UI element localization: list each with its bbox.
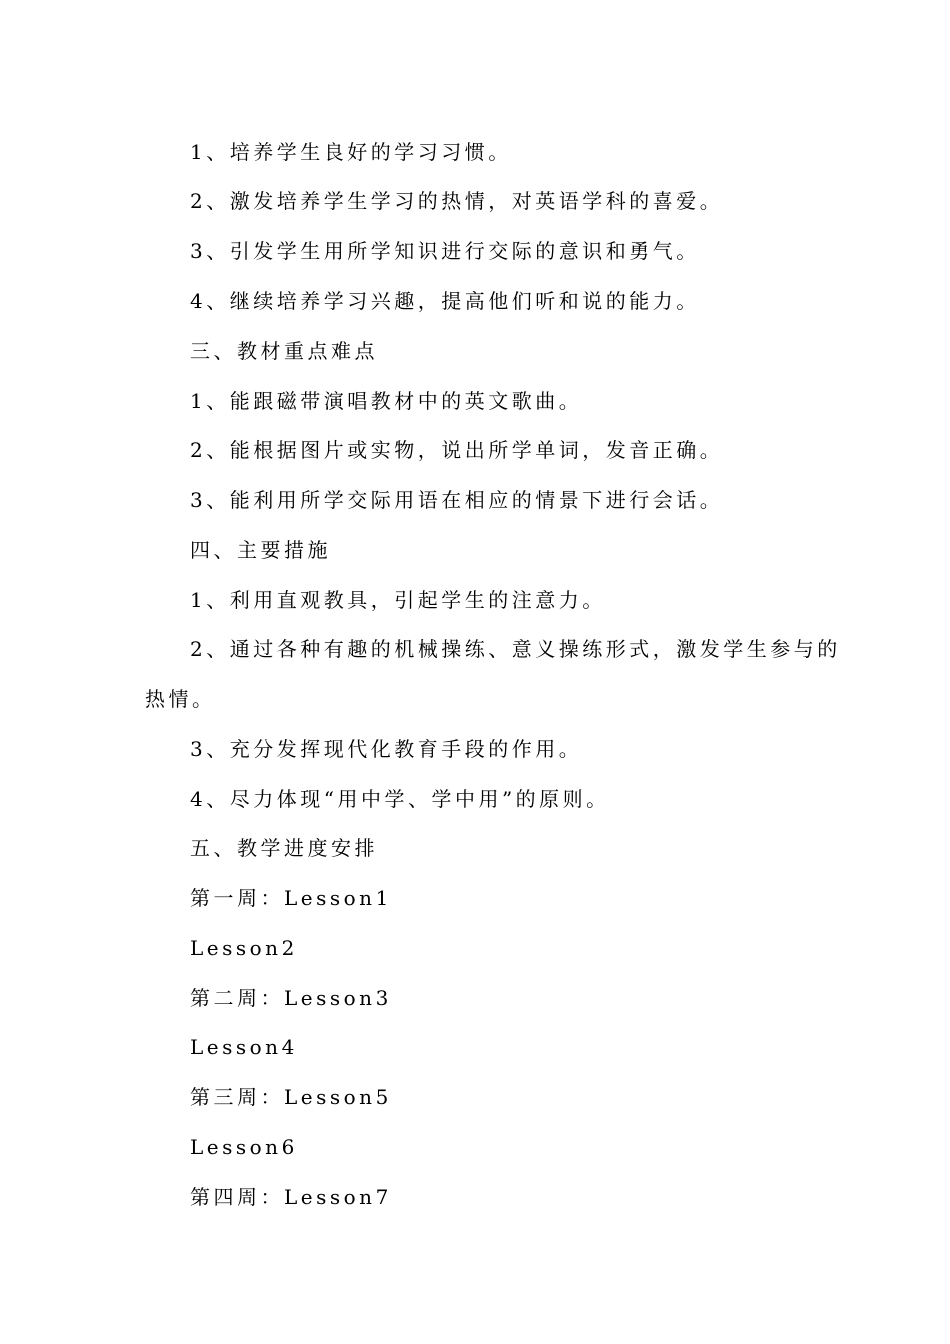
- schedule-week-4: 第四周：Lesson7: [190, 1185, 392, 1209]
- paragraph-measure-2-continuation: 热情。: [145, 687, 216, 711]
- paragraph-measure-2: 2、通过各种有趣的机械操练、意义操练形式，激发学生参与的: [190, 637, 841, 661]
- paragraph-measure-1: 1、利用直观教具，引起学生的注意力。: [190, 588, 606, 612]
- schedule-lesson-6: Lesson6: [190, 1135, 298, 1159]
- section-heading-key-points: 三、教材重点难点: [190, 339, 378, 363]
- schedule-lesson-4: Lesson4: [190, 1035, 298, 1059]
- paragraph-measure-3: 3、充分发挥现代化教育手段的作用。: [190, 737, 583, 761]
- schedule-lesson-2: Lesson2: [190, 936, 298, 960]
- schedule-week-3: 第三周：Lesson5: [190, 1085, 392, 1109]
- paragraph-key-point-2: 2、能根据图片或实物，说出所学单词，发音正确。: [190, 438, 724, 462]
- schedule-week-2: 第二周：Lesson3: [190, 986, 392, 1010]
- paragraph-measure-4: 4、尽力体现“用中学、学中用”的原则。: [190, 787, 610, 811]
- section-heading-schedule: 五、教学进度安排: [190, 836, 378, 860]
- paragraph-key-point-3: 3、能利用所学交际用语在相应的情景下进行会话。: [190, 488, 724, 512]
- paragraph-goal-4: 4、继续培养学习兴趣，提高他们听和说的能力。: [190, 289, 700, 313]
- section-heading-measures: 四、主要措施: [190, 538, 331, 562]
- paragraph-goal-3: 3、引发学生用所学知识进行交际的意识和勇气。: [190, 239, 700, 263]
- paragraph-goal-2: 2、激发培养学生学习的热情，对英语学科的喜爱。: [190, 189, 724, 213]
- paragraph-goal-1: 1、培养学生良好的学习习惯。: [190, 140, 512, 164]
- schedule-week-1: 第一周：Lesson1: [190, 886, 392, 910]
- paragraph-key-point-1: 1、能跟磁带演唱教材中的英文歌曲。: [190, 389, 583, 413]
